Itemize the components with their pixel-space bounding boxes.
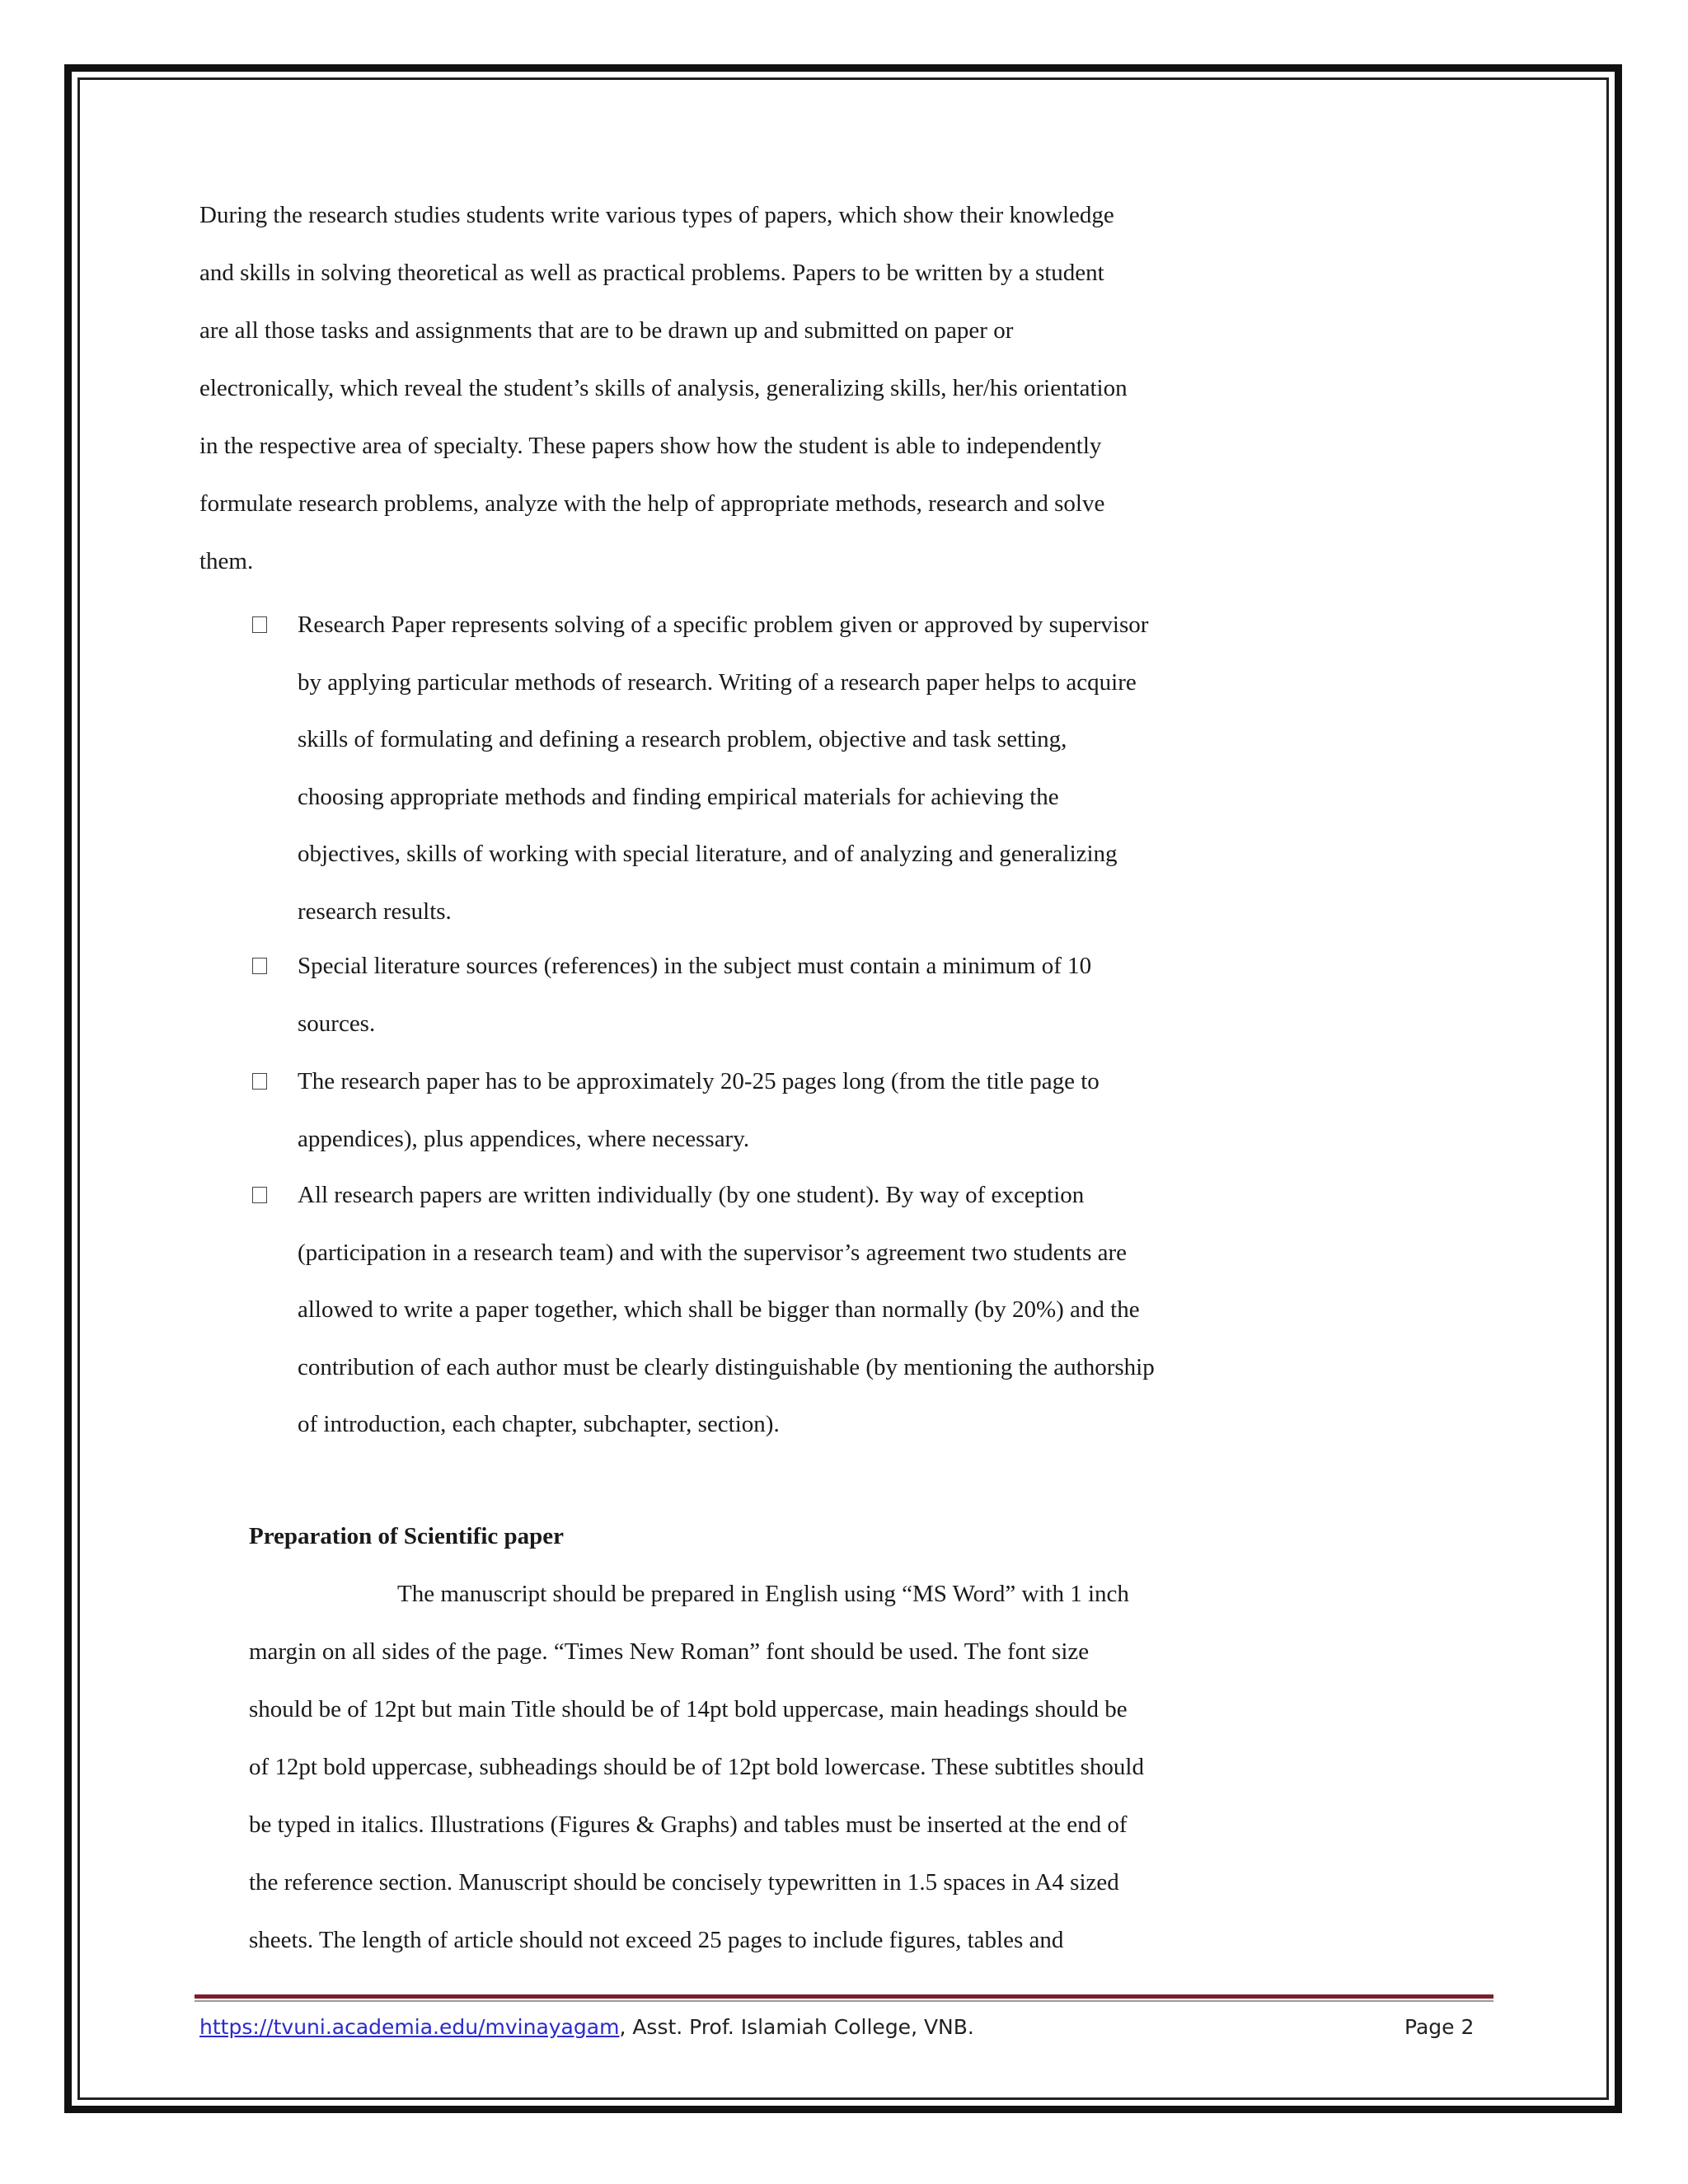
intro-line: During the research studies students write various types of papers, which show their knowledge	[199, 202, 1114, 228]
bullet-item	[298, 597, 1148, 941]
footer-link[interactable]: https://tvuni.academia.edu/mvinayagam	[199, 2015, 620, 2039]
intro-line: electronically, which reveal the student’s skills of analysis, generalizing skills, her/his orientation	[199, 375, 1128, 401]
intro-paragraph	[199, 186, 1128, 590]
bullet-box-icon	[252, 616, 267, 633]
bullet-line: objectives, skills of working with special literature, and of analyzing and generalizing	[298, 841, 1118, 868]
intro-line: them.	[199, 548, 254, 574]
section-line: be typed in italics. Illustrations (Figures & Graphs) and tables must be inserted at the end of	[249, 1811, 1128, 1838]
bullet-line: choosing appropriate methods and finding empirical materials for achieving the	[298, 783, 1059, 810]
bullet-line: research results.	[298, 898, 452, 925]
bullet-box-icon	[252, 958, 267, 974]
section-line: The manuscript should be prepared in English using “MS Word” with 1 inch	[397, 1581, 1129, 1607]
bullet-box-icon	[252, 1187, 267, 1203]
footer-credit	[199, 2013, 974, 2041]
bullet-line: Special literature sources (references) in the subject must contain a minimum of 10	[298, 953, 1092, 979]
bullet-item	[298, 1167, 1155, 1454]
bullet-line: allowed to write a paper together, which shall be bigger than normally (by 20%) and the	[298, 1296, 1140, 1324]
bullet-item	[298, 938, 1091, 1052]
bullet-line: contribution of each author must be clearly distinguishable (by mentioning the authorship	[298, 1353, 1155, 1380]
footer-affiliation: , Asst. Prof. Islamiah College, VNB.	[619, 2015, 974, 2039]
bullet-box-icon	[252, 1073, 267, 1090]
bullet-line: All research papers are written individually (by one student). By way of exception	[298, 1182, 1085, 1208]
bullet-line: by applying particular methods of research. Writing of a research paper helps to acquire	[298, 668, 1137, 696]
section-line: margin on all sides of the page. “Times New Roman” font should be used. The font size	[249, 1638, 1090, 1665]
section-line: should be of 12pt but main Title should be of 14pt bold uppercase, main headings should be	[249, 1696, 1128, 1722]
intro-line: are all those tasks and assignments that are to be drawn up and submitted on paper or	[199, 317, 1014, 344]
bullet-line: sources.	[298, 1010, 376, 1037]
bullet-line: of introduction, each chapter, subchapter, section).	[298, 1411, 780, 1438]
bullet-line: skills of formulating and defining a research problem, objective and task setting,	[298, 726, 1067, 753]
section-heading: Preparation of Scientific paper	[249, 1523, 565, 1549]
intro-line: in the respective area of specialty. These papers show how the student is able to independently	[199, 433, 1102, 459]
footer-divider-shadow	[195, 2000, 1493, 2002]
intro-line: and skills in solving theoretical as well as practical problems. Papers to be written by a student	[199, 260, 1104, 286]
bullet-line: (participation in a research team) and with the supervisor’s agreement two students are	[298, 1239, 1128, 1266]
page-number: Page 2	[1404, 2015, 1475, 2039]
section-line: sheets. The length of article should not exceed 25 pages to include figures, tables and	[249, 1927, 1064, 1953]
bullet-item	[298, 1053, 1100, 1168]
bullet-line: Research Paper represents solving of a specific problem given or approved by supervisor	[298, 612, 1149, 638]
footer-divider	[195, 1994, 1493, 1999]
section-line: of 12pt bold uppercase, subheadings should be of 12pt bold lowercase. These subtitles should	[249, 1754, 1144, 1780]
intro-line: formulate research problems, analyze with the help of appropriate methods, research and solve	[199, 490, 1105, 517]
section-line: the reference section. Manuscript should be concisely typewritten in 1.5 spaces in A4 sized	[249, 1869, 1119, 1896]
bullet-line: appendices), plus appendices, where necessary.	[298, 1125, 750, 1152]
section-paragraph	[249, 1565, 1144, 1969]
bullet-line: The research paper has to be approximately 20-25 pages long (from the title page to	[298, 1068, 1100, 1094]
